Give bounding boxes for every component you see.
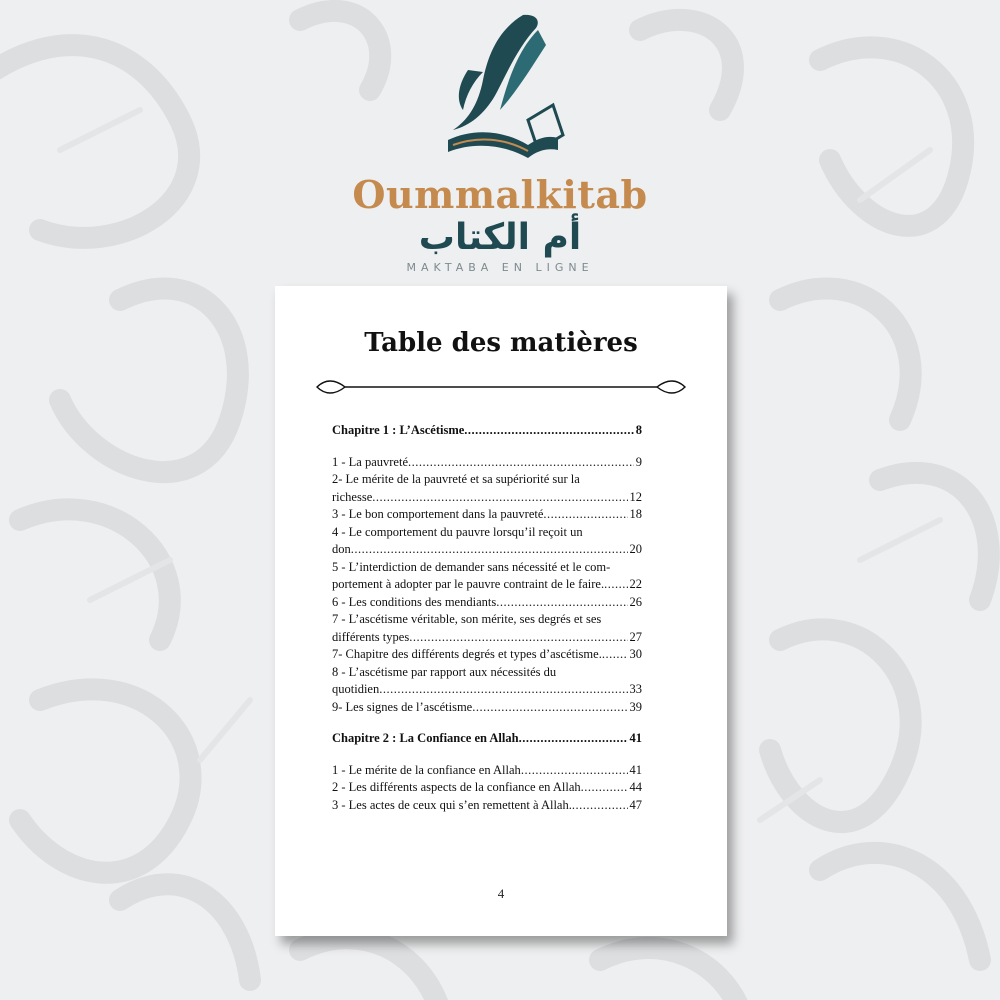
toc-leader-dots xyxy=(543,506,627,522)
toc-page-number: 41 xyxy=(629,762,642,777)
toc-entry xyxy=(332,489,642,505)
brand-arabic-name: أم الكتاب xyxy=(418,217,582,258)
toc-page-number: 26 xyxy=(629,594,642,609)
toc-entry-title: 5 - L’interdiction de demander sans nécessité et le com- xyxy=(332,559,611,574)
toc-chapter-title: Chapitre 1 : L’Ascétisme xyxy=(332,423,465,437)
toc-leader-dots xyxy=(351,541,628,557)
toc-entry-title: 2 - Les différents aspects de la confiance en Allah xyxy=(332,780,581,794)
toc-entry xyxy=(332,664,642,680)
toc-entry-title: 6 - Les conditions des mendiants xyxy=(332,594,497,609)
toc-leader-dots xyxy=(408,454,634,470)
toc-page-number: 33 xyxy=(629,682,642,696)
toc-entry-title: 1 - Le mérite de la confiance en Allah xyxy=(332,762,521,777)
toc-entry xyxy=(332,541,642,557)
toc-leader-dots xyxy=(464,422,633,438)
toc-chapter xyxy=(332,422,642,438)
toc-leader-dots xyxy=(472,699,627,715)
toc-entry-title: 8 - L’ascétisme par rapport aux nécessités du xyxy=(332,664,557,679)
toc-entry xyxy=(332,779,642,795)
toc-entry-title: 1 - La pauvreté xyxy=(332,454,409,469)
toc-entry xyxy=(332,762,642,778)
toc-entry-title: don xyxy=(332,542,351,556)
toc-entry xyxy=(332,506,642,522)
brand-tagline: MAKTABA EN LIGNE xyxy=(406,261,594,274)
toc-page-number: 18 xyxy=(629,507,642,521)
toc-leader-dots xyxy=(379,681,627,697)
toc-entry-title: 7- Chapitre des différents degrés et types d’ascétisme. xyxy=(332,647,602,661)
toc-entry xyxy=(332,629,642,645)
toc-entry xyxy=(332,646,642,662)
toc-entry-title: 9- Les signes de l’ascétisme xyxy=(332,699,473,714)
toc-page-number: 44 xyxy=(629,780,642,794)
book-page xyxy=(275,286,727,936)
toc-entry-title: 2- Le mérite de la pauvreté et sa supériorité sur la xyxy=(332,472,580,486)
toc-entry-title: 3 - Le bon comportement dans la pauvreté xyxy=(332,507,544,521)
toc-chapter-title: Chapitre 2 : La Confiance en Allah xyxy=(332,731,519,745)
toc-page-number: 47 xyxy=(629,797,642,812)
toc-page-number: 20 xyxy=(629,542,642,556)
toc-leader-dots xyxy=(521,762,628,778)
toc-page-number: 22 xyxy=(629,577,642,591)
toc-leader-dots xyxy=(604,576,627,592)
toc-leader-dots xyxy=(519,730,628,746)
toc-entry-title: 3 - Les actes de ceux qui s’en remettent à Allah. xyxy=(332,797,572,812)
brand-name: Oummalkitab xyxy=(352,172,648,217)
toc-leader-dots xyxy=(409,629,627,645)
toc-page-number: 41 xyxy=(629,731,642,745)
toc-leader-dots xyxy=(496,594,627,610)
toc-entry xyxy=(332,594,642,610)
toc-entry xyxy=(332,611,642,627)
toc-leader-dots xyxy=(572,797,628,813)
toc-chapter xyxy=(332,730,642,746)
toc-page-number: 27 xyxy=(629,629,642,644)
toc-page-number: 12 xyxy=(629,489,642,504)
ornament-divider xyxy=(315,379,687,395)
toc-entry-title: richesse xyxy=(332,489,373,504)
toc-entry-title: portement à adopter par le pauvre contraint de le faire. xyxy=(332,577,605,591)
toc-entry xyxy=(332,559,642,575)
toc-entry xyxy=(332,797,642,813)
toc-entry-title: 4 - Le comportement du pauvre lorsqu’il reçoit un xyxy=(332,524,583,539)
page-number: 4 xyxy=(497,886,505,901)
toc-entry xyxy=(332,699,642,715)
toc-page-number: 30 xyxy=(629,647,642,661)
toc-leader-dots xyxy=(602,646,628,662)
toc-leader-dots xyxy=(372,489,627,505)
page-title: Table des matières xyxy=(364,328,638,358)
toc-page-number: 9 xyxy=(635,454,642,469)
toc-entry xyxy=(332,454,642,470)
toc-entry xyxy=(332,681,642,697)
toc-entry-title: quotidien xyxy=(332,682,380,696)
toc-entry xyxy=(332,576,642,592)
toc-page-number: 39 xyxy=(629,699,642,714)
toc-entry xyxy=(332,471,642,487)
toc-entry-title: 7 - L’ascétisme véritable, son mérite, ses degrés et ses xyxy=(332,612,602,626)
toc-entry xyxy=(332,524,642,540)
quill-book-icon xyxy=(428,10,572,170)
brand-logo xyxy=(0,0,1000,285)
toc-leader-dots xyxy=(581,779,628,795)
toc-page-number: 8 xyxy=(635,423,642,437)
toc-entry-title: différents types xyxy=(332,629,410,644)
